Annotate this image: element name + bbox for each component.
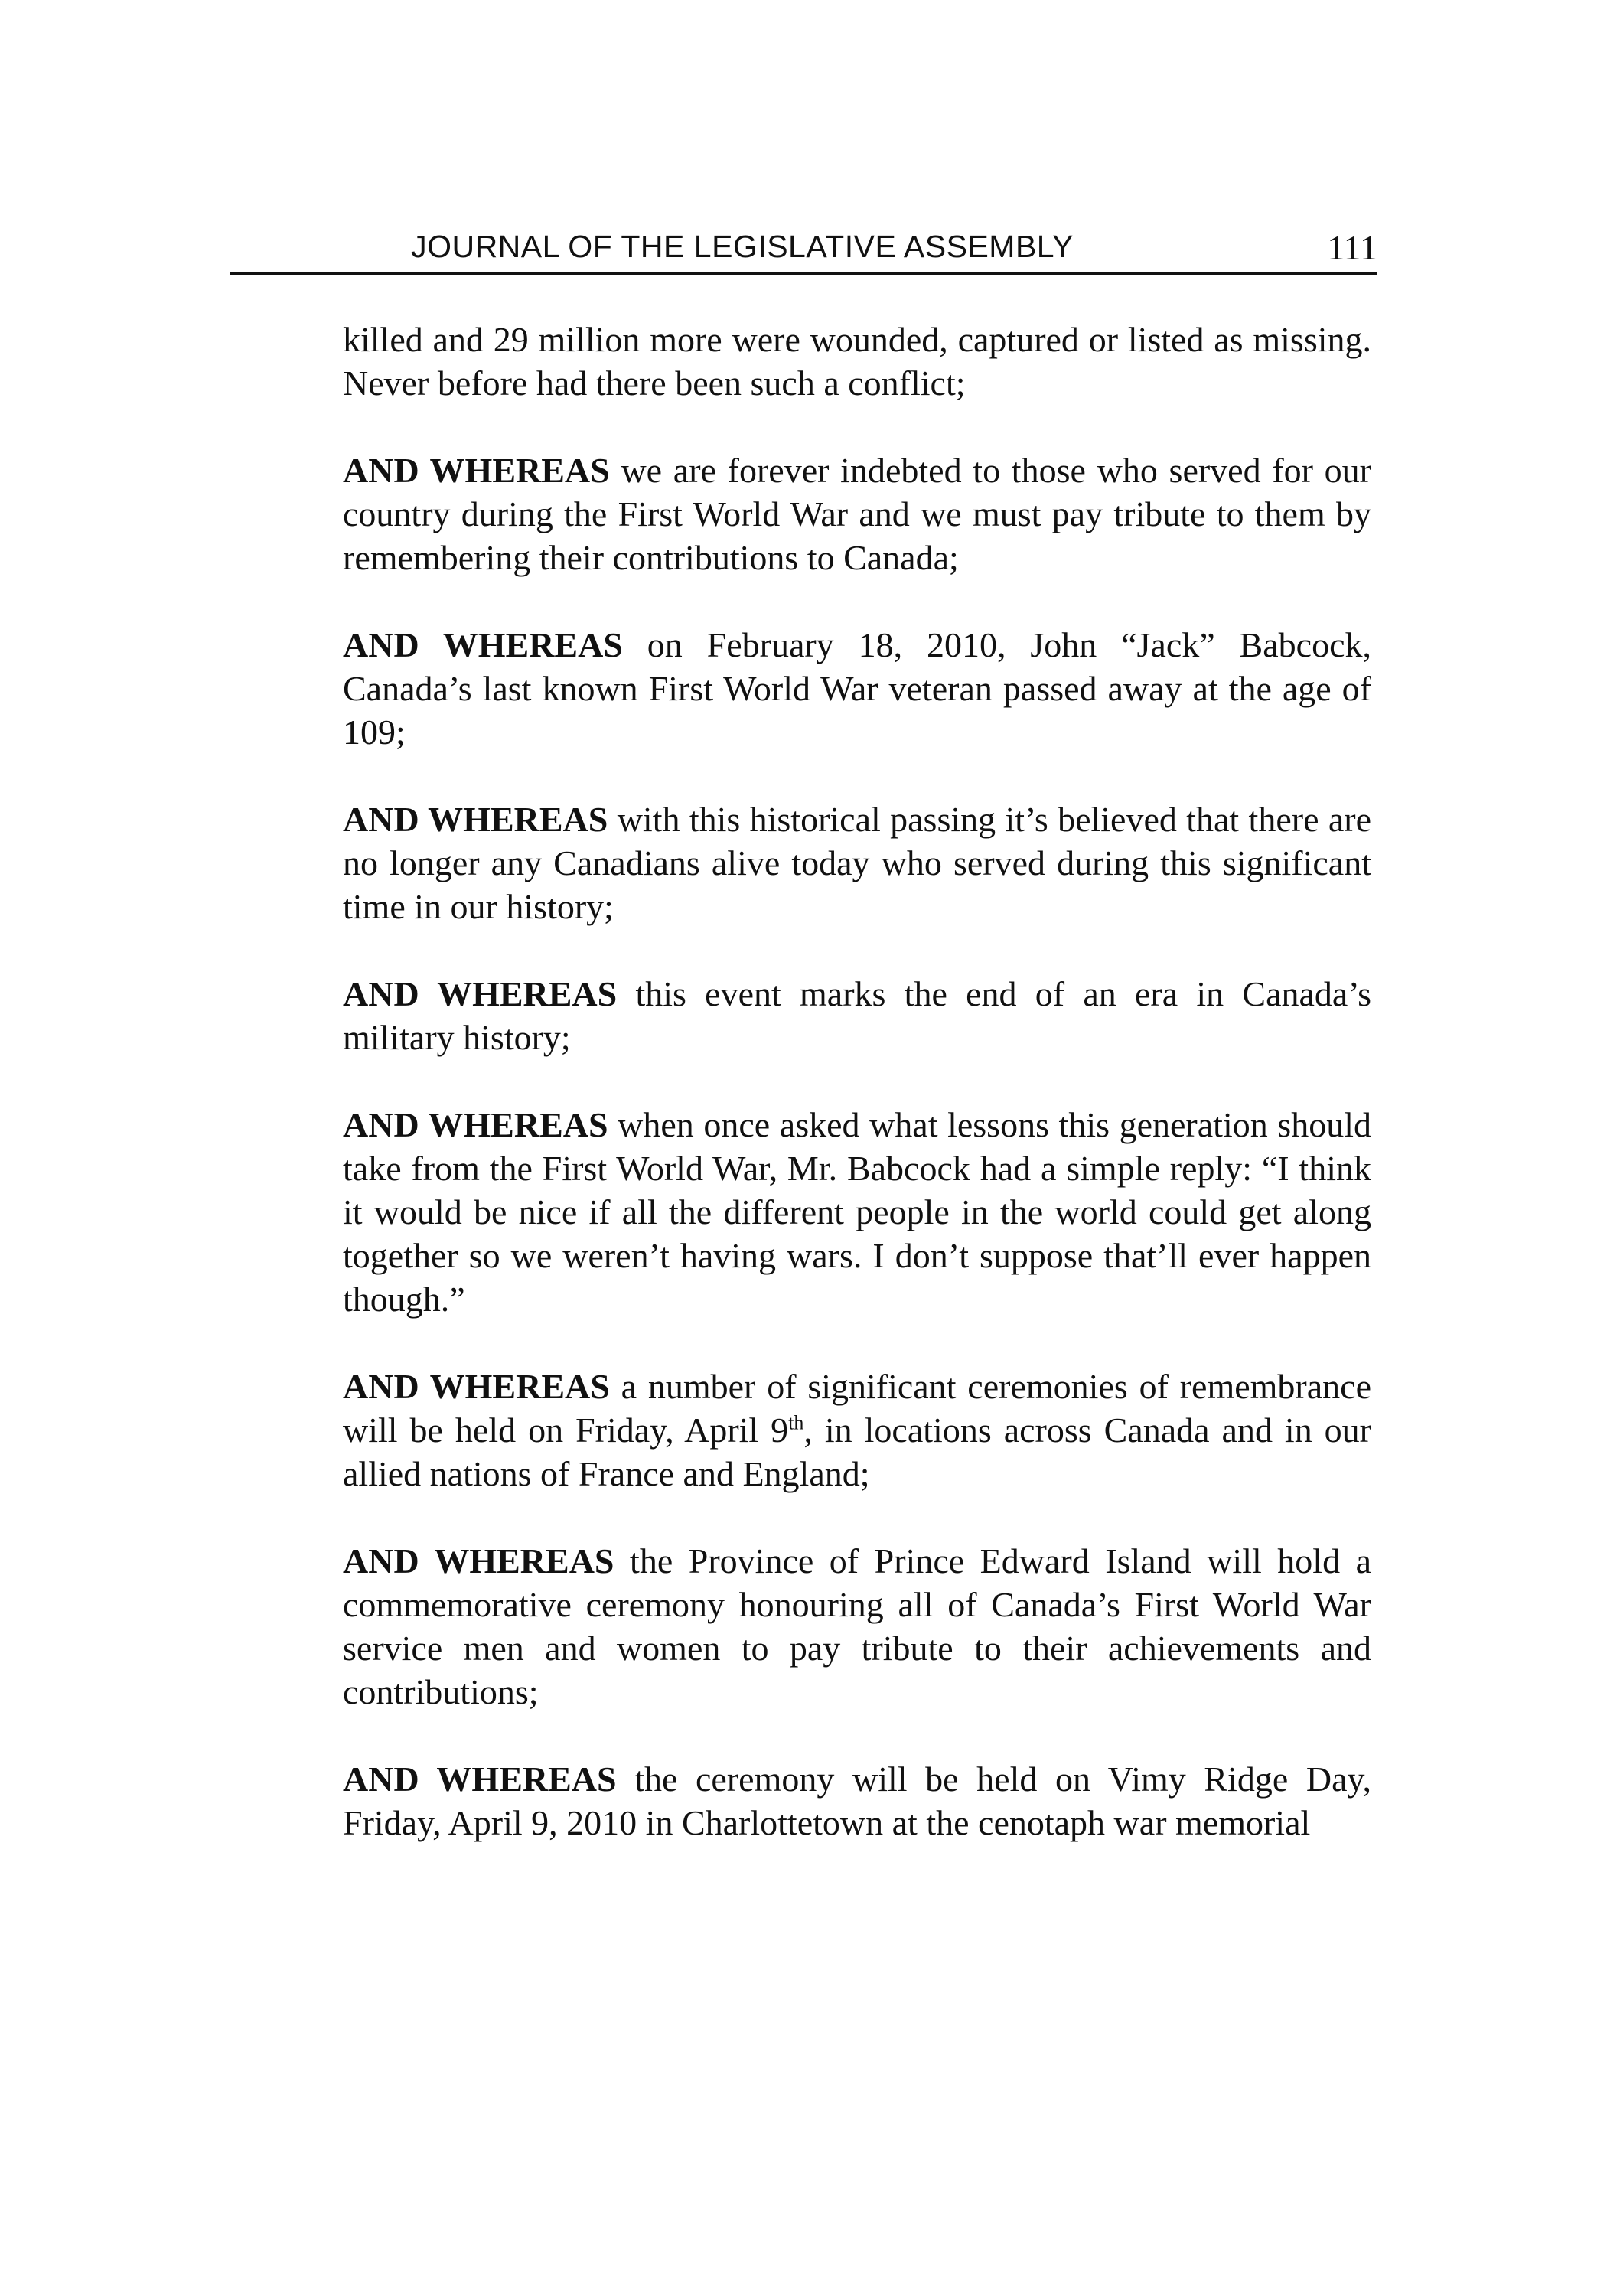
journal-body: [343, 318, 1371, 1888]
paragraph-7: [343, 1365, 1371, 1495]
whereas-keyword: AND WHEREAS: [343, 451, 610, 490]
paragraph-1: [343, 318, 1371, 405]
paragraph-6: [343, 1103, 1371, 1321]
paragraph-text: killed and 29 million more were wounded, captured or listed as missing. Never before had there been such a conflict;: [343, 320, 1371, 403]
whereas-keyword: AND WHEREAS: [343, 1105, 608, 1144]
whereas-keyword: AND WHEREAS: [343, 1760, 617, 1799]
whereas-keyword: AND WHEREAS: [343, 625, 623, 664]
whereas-keyword: AND WHEREAS: [343, 800, 608, 839]
whereas-keyword: AND WHEREAS: [343, 974, 618, 1013]
paragraph-text: , in locations across Canada and in our allied nations of France and England;: [343, 1411, 1371, 1493]
paragraph-text: on February 18, 2010, John “Jack” Babcock, Canada’s last known First World War veteran passed away at the age of 109;: [343, 625, 1371, 752]
paragraph-text: this event marks the end of an era in Canada’s military history;: [343, 974, 1371, 1057]
journal-title: JOURNAL OF THE LEGISLATIVE ASSEMBLY: [411, 229, 1074, 264]
paragraph-5: [343, 972, 1371, 1059]
paragraph-text: the ceremony will be held on Vimy Ridge Day, Friday, April 9, 2010 in Charlottetown at the cenotaph war memorial: [343, 1760, 1372, 1842]
paragraph-text: a number of significant ceremonies of remembrance will be held on Friday, April 9: [343, 1367, 1371, 1450]
page-header: [230, 225, 1377, 274]
paragraph-9: [343, 1757, 1371, 1844]
paragraph-text: when once asked what lessons this generation should take from the First World War, Mr. Babcock had a simple reply: “I think it would be nice if all the different people in the world could get along together so we weren’t having wars. I don’t suppose that’ll ever happen though.”: [343, 1105, 1371, 1319]
paragraph-text: we are forever indebted to those who served for our country during the First World War and we must pay tribute to them by remembering their contributions to Canada;: [343, 451, 1371, 577]
header-rule: [230, 272, 1377, 275]
paragraph-2: [343, 448, 1371, 579]
page-number: 111: [1327, 228, 1377, 267]
paragraph-8: [343, 1539, 1371, 1714]
paragraph-text: the Province of Prince Edward Island will hold a commemorative ceremony honouring all of Canada’s First World War service men and women to pay tribute to their achievements and contributions;: [343, 1541, 1372, 1711]
whereas-keyword: AND WHEREAS: [343, 1541, 614, 1580]
ordinal-suffix: th: [788, 1411, 804, 1434]
whereas-keyword: AND WHEREAS: [343, 1367, 610, 1406]
paragraph-4: [343, 797, 1371, 928]
paragraph-3: [343, 623, 1371, 754]
paragraph-text: with this historical passing it’s believed that there are no longer any Canadians alive today who served during this significant time in our history;: [343, 800, 1371, 926]
